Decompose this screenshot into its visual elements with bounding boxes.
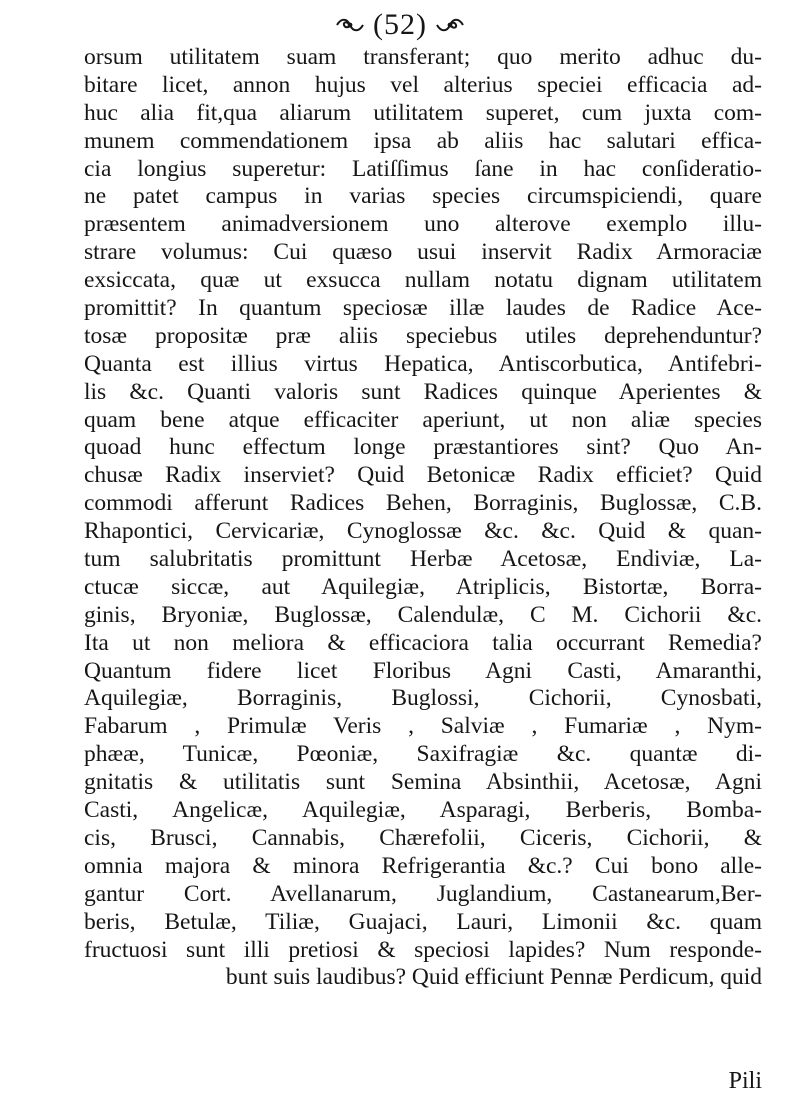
text-line: Ita ut non meliora & efficaciora talia occurrant Remedia? (84, 629, 762, 656)
text-line: chusæ Radix inserviet? Quid Betonicæ Radix efficiet? Quid (84, 462, 762, 489)
text-line: bunt suis laudibus? Quid efficiunt Pennæ Perdicum, quid (225, 964, 762, 991)
text-line: Quanta est illius virtus Hepatica, Antiscorbutica, Antifebri- (84, 350, 762, 377)
text-line: Rhapontici, Cervicariæ, Cynoglossæ &c. &c. Quid & quan- (84, 518, 762, 545)
text-line: Aquilegiæ, Borraginis, Buglossi, Cichorii, Cynosbati, (84, 685, 762, 712)
catchword: Pili (728, 1068, 762, 1094)
fleuron-ornament-right-icon (435, 16, 465, 34)
text-line: munem commendationem ipsa ab aliis hac salutari effica- (84, 127, 762, 154)
text-line: Fabarum , Primulæ Veris , Salviæ , Fumariæ , Nym- (84, 713, 762, 740)
text-line: quoad hunc effectum longe præstantiores sint? Quo An- (84, 434, 762, 461)
text-line: strare volumus: Cui quæso usui inservit Radix Armoraciæ (84, 239, 762, 266)
text-line: lis &c. Quanti valoris sunt Radices quinque Aperientes & (84, 378, 762, 405)
text-line: commodi afferunt Radices Behen, Borraginis, Buglossæ, C.B. (84, 490, 762, 517)
page-header (0, 8, 800, 42)
text-line: gnitatis & utilitatis sunt Semina Absinthii, Acetosæ, Agni (84, 769, 762, 796)
text-line: præsentem animadversionem uno alterove exemplo illu- (84, 211, 762, 238)
text-line: tum salubritatis promittunt Herbæ Acetosæ, Endiviæ, La- (84, 546, 762, 573)
text-line: ctucæ siccæ, aut Aquilegiæ, Atriplicis, Bistortæ, Borra- (84, 573, 762, 600)
text-line: omnia majora & minora Refrigerantia &c.? Cui bono alle- (84, 852, 762, 879)
text-line: Quantum fidere licet Floribus Agni Casti, Amaranthi, (84, 657, 762, 684)
text-line: quam bene atque efficaciter aperiunt, ut non aliæ species (84, 406, 762, 433)
text-line: bitare licet, annon hujus vel alterius speciei efficacia ad- (84, 71, 762, 98)
text-line: cis, Brusci, Cannabis, Chærefolii, Ciceris, Cichorii, & (84, 824, 762, 851)
fleuron-ornament-left-icon (335, 16, 365, 34)
text-line: ginis, Bryoniæ, Buglossæ, Calendulæ, C M. Cichorii &c. (84, 601, 762, 628)
page-number: (52) (373, 8, 427, 41)
text-line: huc alia fit,qua aliarum utilitatem superet, cum juxta com- (84, 99, 762, 126)
text-line: gantur Cort. Avellanarum, Juglandium, Castanearum,Ber- (84, 880, 762, 907)
text-line: phææ, Tunicæ, Pœoniæ, Saxifragiæ &c. quantæ di- (84, 741, 762, 768)
text-line: exsiccata, quæ ut exsucca nullam notatu dignam utilitatem (84, 267, 762, 294)
text-line: beris, Betulæ, Tiliæ, Guajaci, Lauri, Limonii &c. quam (84, 908, 762, 935)
text-line: orsum utilitatem suam transferant; quo merito adhuc du- (84, 44, 762, 70)
text-line: ne patet campus in varias species circumspiciendi, quare (84, 183, 762, 210)
text-line: fructuosi sunt illi pretiosi & speciosi lapides? Num responde- (84, 936, 762, 963)
text-line: cia longius superetur: Latiſſimus ſane in hac conſideratio- (84, 155, 762, 182)
body-text (84, 44, 762, 992)
text-line: tosæ propositæ præ aliis speciebus utiles deprehenduntur? (84, 322, 762, 349)
text-line: promittit? In quantum speciosæ illæ laudes de Radice Ace- (84, 295, 762, 322)
text-line: Casti, Angelicæ, Aquilegiæ, Asparagi, Berberis, Bomba- (84, 797, 762, 824)
